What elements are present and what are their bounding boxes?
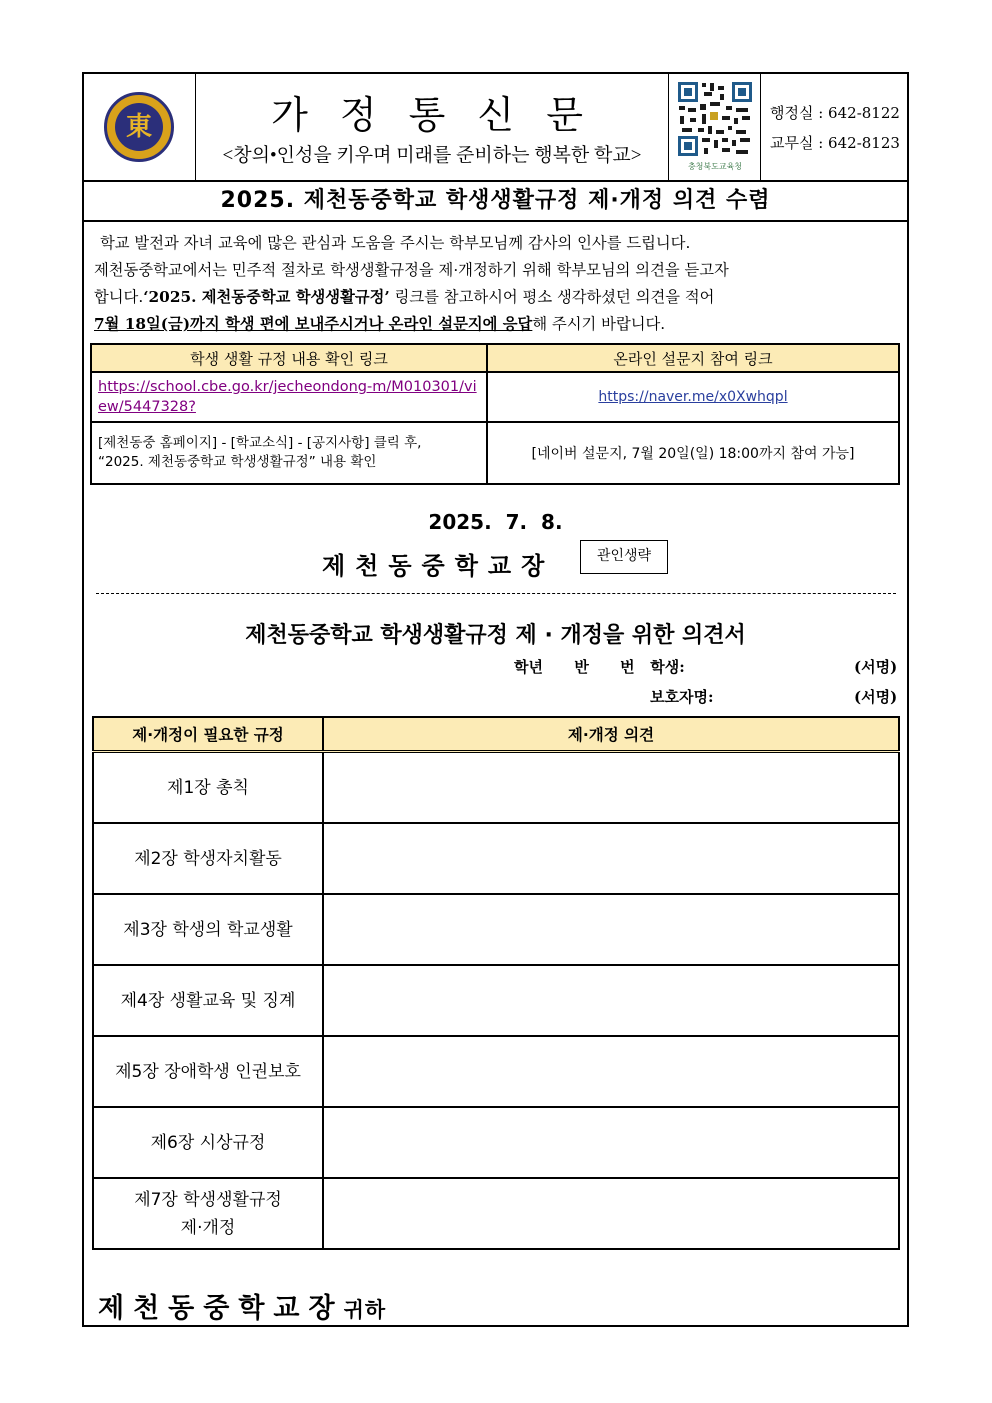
school-motto: <창의•인성을 키우며 미래를 준비하는 행복한 학교> xyxy=(222,145,642,166)
qr-caption: 충청북도교육청 xyxy=(687,162,743,171)
document-frame xyxy=(82,72,909,1327)
regulation-label: 제3장 학생의 학교생활 xyxy=(93,894,323,965)
intro-paragraph xyxy=(94,230,906,338)
homepage-path-detail: “2025. 제천동중학교 학생생활규정” 내용 확인 xyxy=(98,454,377,470)
academic-office-phone: 교무실 : 642-8123 xyxy=(770,134,900,152)
regulation-label: 제1장 총칙 xyxy=(93,752,323,824)
parent-name-label: 보호자명: xyxy=(650,688,714,706)
opinion-field[interactable] xyxy=(323,823,899,894)
table-row xyxy=(93,1036,899,1107)
intro-line: 합니다.‘2025. 제천동중학교 학생생활규정’ 링크를 참고하시어 평소 생각하셨던 의견을 적어 xyxy=(94,288,715,306)
addressee-line xyxy=(98,1286,386,1325)
form-title: 제천동중학교 학생생활규정 제 · 개정을 위한 의견서 xyxy=(245,623,746,648)
links-header-survey: 온라인 설문지 참여 링크 xyxy=(487,344,899,372)
survey-link-cell xyxy=(487,372,899,422)
table-row xyxy=(93,894,899,965)
admin-office-phone: 행정실 : 642-8122 xyxy=(770,104,900,122)
cut-line xyxy=(96,593,896,594)
opinion-field[interactable] xyxy=(323,894,899,965)
logo-mark: 東 xyxy=(115,103,163,151)
links-header-rules: 학생 생활 규정 내용 확인 링크 xyxy=(91,344,487,372)
opinion-field[interactable] xyxy=(323,1178,899,1249)
opinion-field[interactable] xyxy=(323,965,899,1036)
issue-date: 2025. 7. 8. xyxy=(428,510,563,534)
intro-line: 제천동중학교에서는 민주적 절차로 학생생활규정을 제·개정하기 위해 학부모님의 의견을 듣고자 xyxy=(94,261,729,279)
regulation-label: 제7장 학생생활규정 제·개정 xyxy=(93,1178,323,1249)
table-row xyxy=(93,823,899,894)
intro-line: 학교 발전과 자녀 교육에 많은 관심과 도움을 주시는 학부모님께 감사의 인사를 드립니다. xyxy=(100,234,691,252)
opinion-field[interactable] xyxy=(323,752,899,824)
student-sign-label: (서명) xyxy=(854,658,898,676)
notice-banner: 2025. 제천동중학교 학생생활규정 제·개정 의견 수렴 xyxy=(84,180,907,222)
deadline-emphasis: 7월 18일(금)까지 학생 편에 보내주시거나 온라인 설문지에 응답 xyxy=(94,315,533,333)
official-seal-omitted: 관인생략 xyxy=(580,540,668,574)
rules-link[interactable]: https://school.cbe.go.kr/jecheondong-m/M010301/view/5447328? xyxy=(98,379,477,415)
school-logo-icon xyxy=(104,92,174,162)
addressee-honorific: 귀하 xyxy=(343,1298,387,1322)
table-row xyxy=(93,752,899,824)
links-table xyxy=(90,343,900,485)
contact-phones xyxy=(770,98,900,158)
opinion-field[interactable] xyxy=(323,1107,899,1178)
regulation-label: 제5장 장애학생 인권보호 xyxy=(93,1036,323,1107)
survey-link[interactable]: https://naver.me/x0Xwhqpl xyxy=(598,389,788,405)
regulation-label: 제4장 생활교육 및 징계 xyxy=(93,965,323,1036)
col-header-opinion: 제·개정 의견 xyxy=(323,717,899,752)
qr-code-icon[interactable] xyxy=(676,80,754,172)
survey-deadline: [네이버 설문지, 7월 20일(일) 18:00까지 참여 가능] xyxy=(487,422,899,484)
homepage-path: [제천동중 홈페이지] - [학교소식] - [공지사항] 클릭 후, xyxy=(98,435,422,451)
page-title: 가 정 통 신 문 xyxy=(271,93,593,137)
addressee: 제천동중학교장 xyxy=(98,1293,344,1324)
table-row xyxy=(93,1178,899,1249)
regulation-title-ref: ‘2025. 제천동중학교 학생생활규정’ xyxy=(143,288,390,306)
parent-sign-label: (서명) xyxy=(854,688,898,706)
regulation-label: 제2장 학생자치활동 xyxy=(93,823,323,894)
intro-line: 7월 18일(금)까지 학생 편에 보내주시거나 온라인 설문지에 응답해 주시기 바랍니다. xyxy=(94,315,666,333)
homepage-path-cell xyxy=(91,422,487,484)
letter-header xyxy=(84,74,907,180)
opinion-field[interactable] xyxy=(323,1036,899,1107)
regulation-label: 제6장 시상규정 xyxy=(93,1107,323,1178)
student-info-line: 학년 반 번 학생: xyxy=(514,658,685,676)
principal-signature: 제천동중학교장 xyxy=(322,552,555,580)
opinion-table xyxy=(92,716,900,1250)
table-row xyxy=(93,965,899,1036)
table-row xyxy=(93,1107,899,1178)
rules-link-cell xyxy=(91,372,487,422)
col-header-regulation: 제·개정이 필요한 규정 xyxy=(93,717,323,752)
